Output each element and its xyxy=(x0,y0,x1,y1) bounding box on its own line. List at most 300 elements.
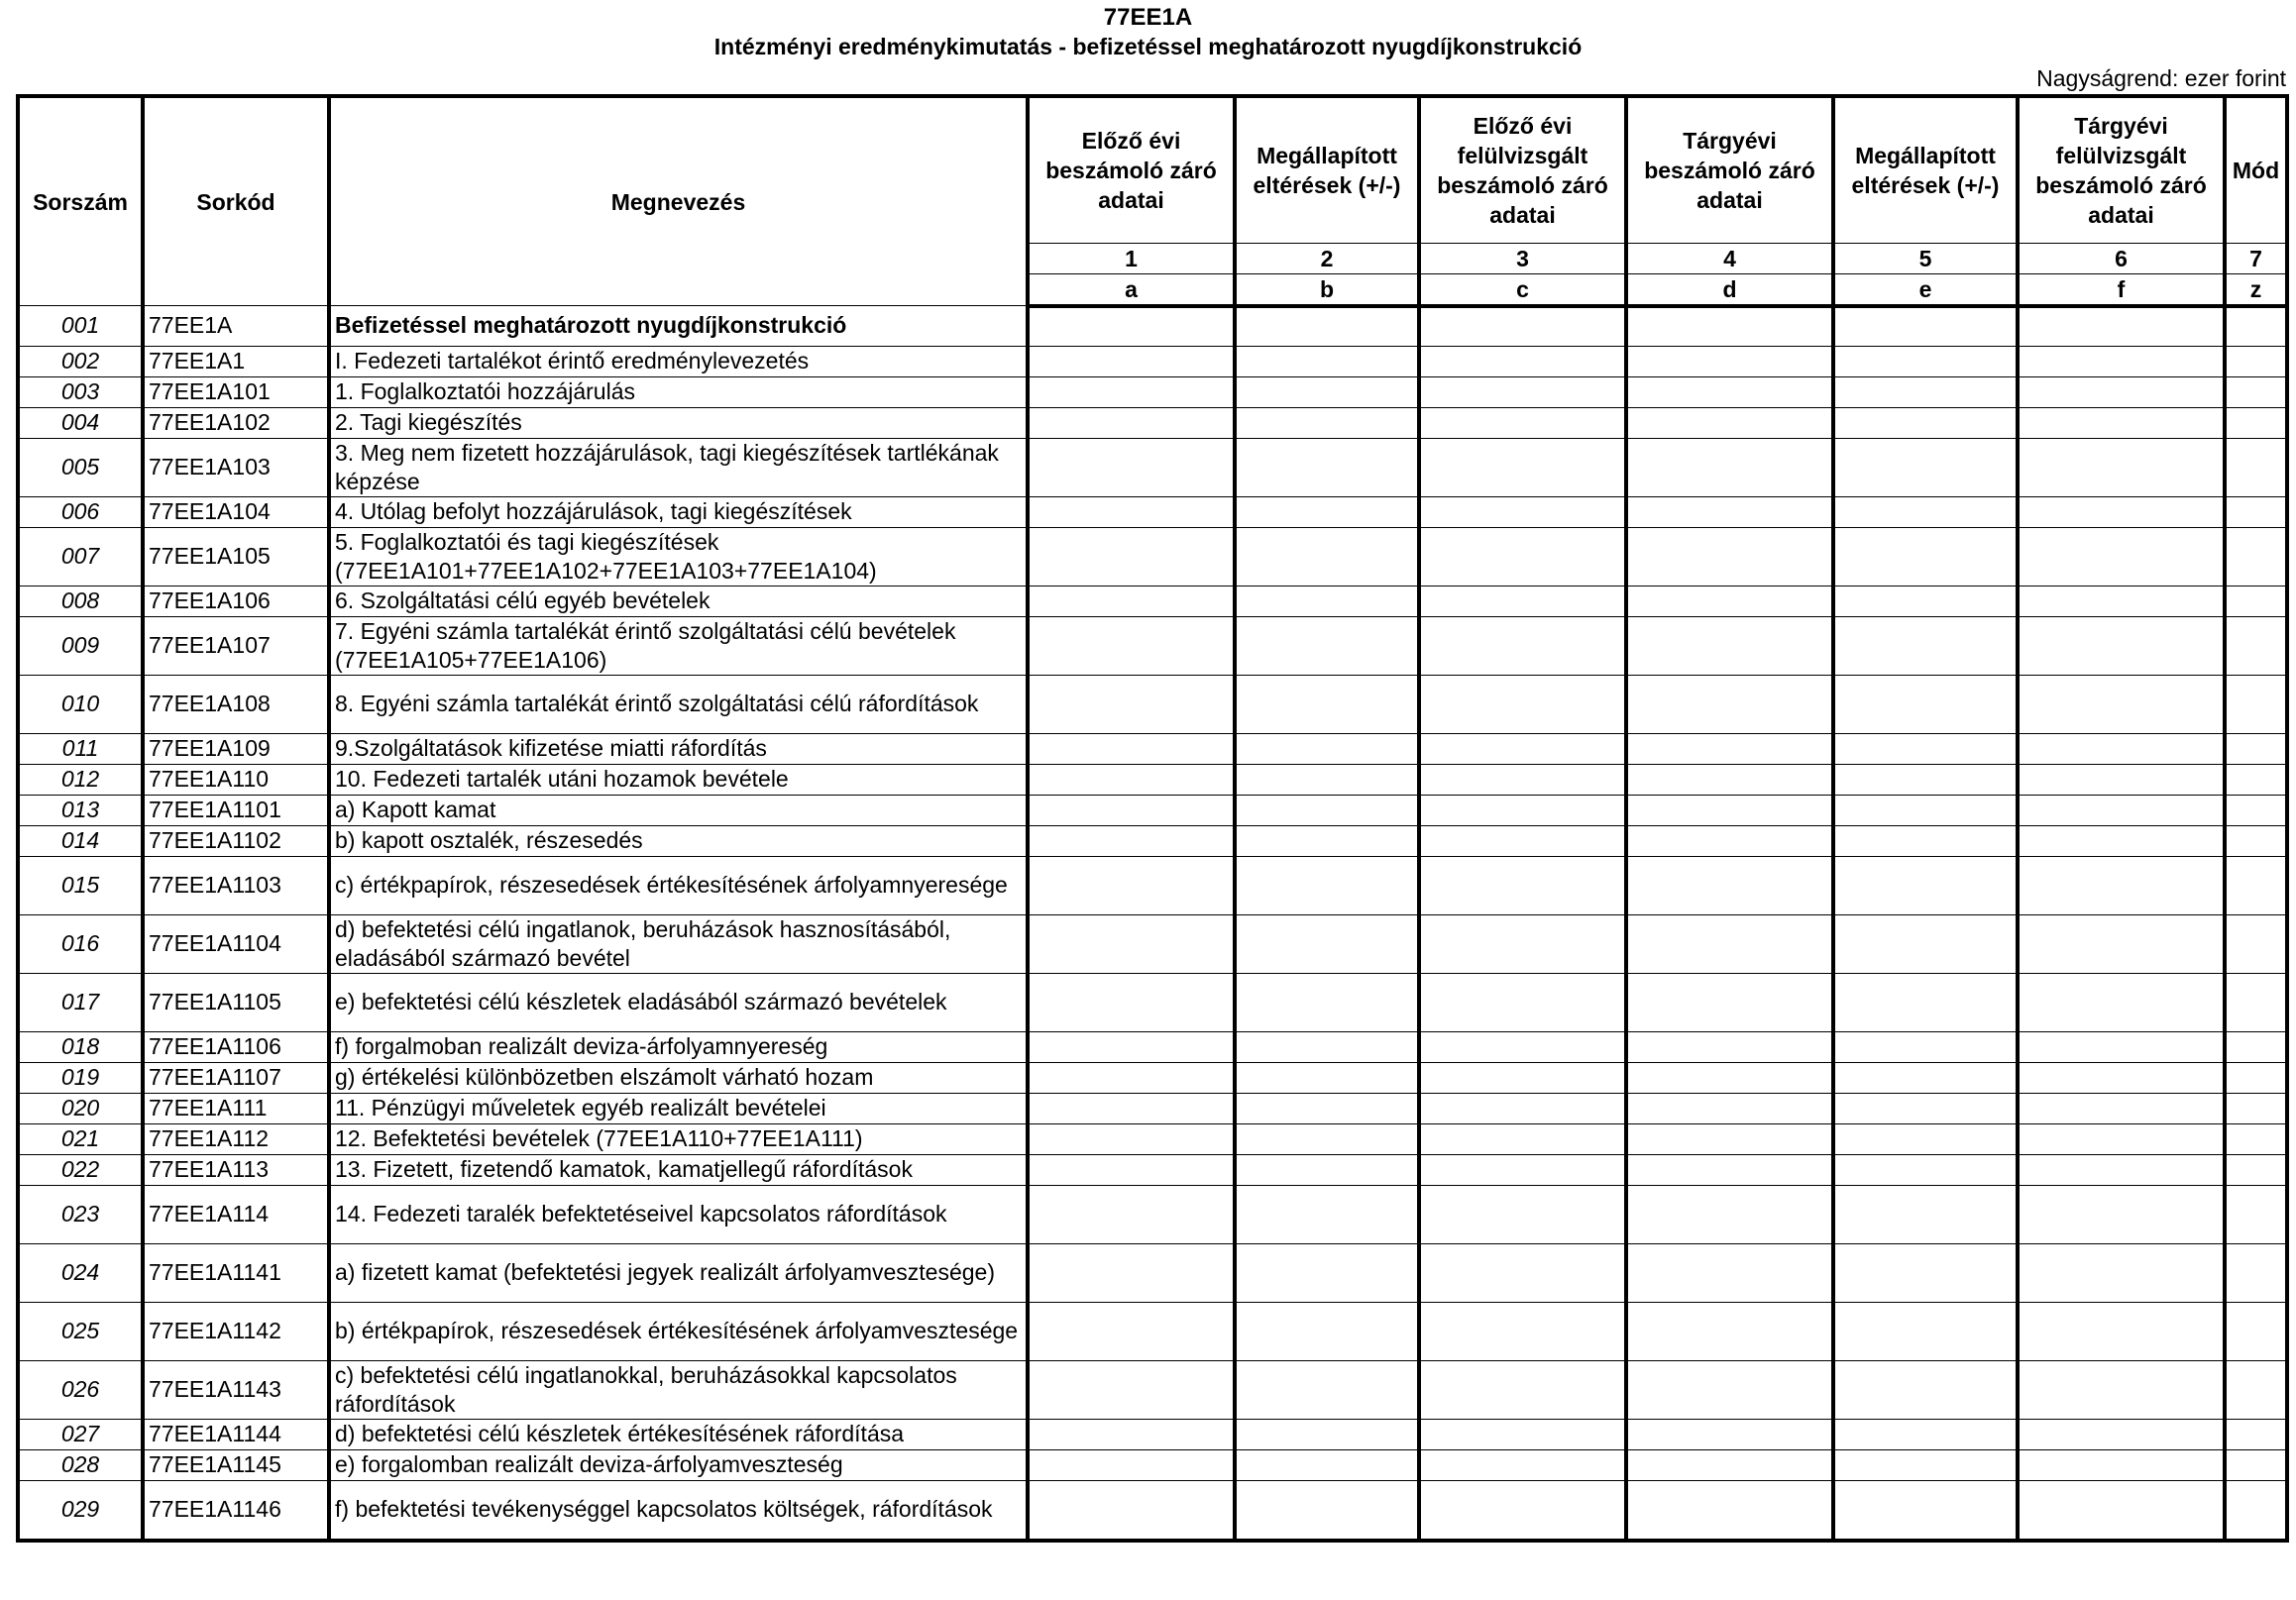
value-cell-col5[interactable] xyxy=(1833,306,2018,347)
value-cell-col1[interactable] xyxy=(1028,376,1235,407)
col2-line1: Megállapított xyxy=(1257,142,1397,168)
table-row xyxy=(18,973,2287,1031)
value-cell-col7[interactable] xyxy=(2225,1123,2287,1154)
value-cell-col7[interactable] xyxy=(2225,675,2287,733)
value-cell-col6[interactable] xyxy=(2018,914,2225,973)
value-cell-col7[interactable] xyxy=(2225,438,2287,496)
table-row xyxy=(18,1243,2287,1302)
value-cell-col5[interactable] xyxy=(1833,733,2018,764)
row-megnevezes: a) Kapott kamat xyxy=(329,795,1028,825)
value-cell-col2[interactable] xyxy=(1235,1154,1419,1185)
value-cell-col3[interactable] xyxy=(1419,856,1626,914)
table-row xyxy=(18,795,2287,825)
value-cell-col3[interactable] xyxy=(1419,733,1626,764)
value-cell-col1[interactable] xyxy=(1028,438,1235,496)
value-cell-col1[interactable] xyxy=(1028,1480,1235,1541)
value-cell-col2[interactable] xyxy=(1235,1185,1419,1243)
value-cell-col5[interactable] xyxy=(1833,1123,2018,1154)
row-sorkod: 77EE1A1106 xyxy=(143,1031,329,1062)
value-cell-col5[interactable] xyxy=(1833,764,2018,795)
value-cell-col2[interactable] xyxy=(1235,1031,1419,1062)
value-cell-col3[interactable] xyxy=(1419,1062,1626,1093)
value-cell-col6[interactable] xyxy=(2018,825,2225,856)
row-sorszam: 002 xyxy=(18,346,143,376)
value-cell-col3[interactable] xyxy=(1419,527,1626,586)
table-row xyxy=(18,438,2287,496)
col4-line2: beszámoló záró xyxy=(1644,157,1815,183)
value-cell-col7[interactable] xyxy=(2225,346,2287,376)
value-cell-col6[interactable] xyxy=(2018,795,2225,825)
col-letter-6: f xyxy=(2018,273,2225,306)
value-cell-col3[interactable] xyxy=(1419,795,1626,825)
value-cell-col4[interactable] xyxy=(1626,586,1833,616)
value-cell-col5[interactable] xyxy=(1833,1360,2018,1419)
row-sorkod: 77EE1A107 xyxy=(143,616,329,675)
value-cell-col1[interactable] xyxy=(1028,616,1235,675)
value-cell-col3[interactable] xyxy=(1419,1154,1626,1185)
col5-line2: eltérések (+/-) xyxy=(1851,171,2000,198)
table-row xyxy=(18,376,2287,407)
value-cell-col6[interactable] xyxy=(2018,856,2225,914)
value-cell-col5[interactable] xyxy=(1833,675,2018,733)
value-cell-col1[interactable] xyxy=(1028,856,1235,914)
value-cell-col2[interactable] xyxy=(1235,527,1419,586)
value-cell-col1[interactable] xyxy=(1028,825,1235,856)
value-cell-col1[interactable] xyxy=(1028,1419,1235,1449)
row-sorkod: 77EE1A1104 xyxy=(143,914,329,973)
value-cell-col4[interactable] xyxy=(1626,1031,1833,1062)
value-cell-col2[interactable] xyxy=(1235,1360,1419,1419)
value-cell-col6[interactable] xyxy=(2018,1093,2225,1123)
value-cell-col7[interactable] xyxy=(2225,1243,2287,1302)
value-cell-col6[interactable] xyxy=(2018,1062,2225,1093)
value-cell-col5[interactable] xyxy=(1833,1031,2018,1062)
value-cell-col5[interactable] xyxy=(1833,496,2018,527)
value-cell-col5[interactable] xyxy=(1833,527,2018,586)
value-cell-col6[interactable] xyxy=(2018,1243,2225,1302)
value-cell-col6[interactable] xyxy=(2018,438,2225,496)
row-sorkod: 77EE1A1103 xyxy=(143,856,329,914)
value-cell-col4[interactable] xyxy=(1626,496,1833,527)
value-cell-col7[interactable] xyxy=(2225,1480,2287,1541)
value-cell-col5[interactable] xyxy=(1833,1185,2018,1243)
value-cell-col7[interactable] xyxy=(2225,764,2287,795)
value-cell-col2[interactable] xyxy=(1235,616,1419,675)
value-cell-col6[interactable] xyxy=(2018,764,2225,795)
value-cell-col3[interactable] xyxy=(1419,1449,1626,1480)
value-cell-col2[interactable] xyxy=(1235,407,1419,438)
value-cell-col6[interactable] xyxy=(2018,675,2225,733)
value-cell-col5[interactable] xyxy=(1833,914,2018,973)
value-cell-col4[interactable] xyxy=(1626,1093,1833,1123)
row-sorszam: 023 xyxy=(18,1185,143,1243)
value-cell-col2[interactable] xyxy=(1235,675,1419,733)
form-title: Intézményi eredménykimutatás - befizetéssel meghatározott nyugdíjkonstrukció xyxy=(713,34,1583,59)
value-cell-col7[interactable] xyxy=(2225,586,2287,616)
value-cell-col7[interactable] xyxy=(2225,973,2287,1031)
row-sorkod: 77EE1A113 xyxy=(143,1154,329,1185)
col1-line1: Előző évi xyxy=(1081,127,1181,154)
col2-line2: eltérések (+/-) xyxy=(1253,171,1401,198)
value-cell-col7[interactable] xyxy=(2225,1419,2287,1449)
value-cell-col6[interactable] xyxy=(2018,1031,2225,1062)
value-cell-col3[interactable] xyxy=(1419,438,1626,496)
value-cell-col7[interactable] xyxy=(2225,1360,2287,1419)
col-number-4: 4 xyxy=(1626,243,1833,273)
value-cell-col4[interactable] xyxy=(1626,973,1833,1031)
value-cell-col3[interactable] xyxy=(1419,616,1626,675)
row-sorkod: 77EE1A1145 xyxy=(143,1449,329,1480)
value-cell-col1[interactable] xyxy=(1028,1031,1235,1062)
value-cell-col5[interactable] xyxy=(1833,586,2018,616)
value-cell-col3[interactable] xyxy=(1419,407,1626,438)
row-megnevezes: f) forgalmoban realizált deviza-árfolyamnyereség xyxy=(329,1031,1028,1062)
value-cell-col4[interactable] xyxy=(1626,1123,1833,1154)
col-letter-4: d xyxy=(1626,273,1833,306)
value-cell-col4[interactable] xyxy=(1626,527,1833,586)
value-cell-col4[interactable] xyxy=(1626,306,1833,347)
value-cell-col7[interactable] xyxy=(2225,306,2287,347)
table-row xyxy=(18,346,2287,376)
value-cell-col5[interactable] xyxy=(1833,438,2018,496)
value-cell-col5[interactable] xyxy=(1833,346,2018,376)
value-cell-col3[interactable] xyxy=(1419,586,1626,616)
value-cell-col6[interactable] xyxy=(2018,1185,2225,1243)
value-cell-col4[interactable] xyxy=(1626,1419,1833,1449)
col3-line2: felülvizsgált xyxy=(1457,142,1588,168)
value-cell-col7[interactable] xyxy=(2225,1093,2287,1123)
value-cell-col5[interactable] xyxy=(1833,1480,2018,1541)
row-sorszam: 010 xyxy=(18,675,143,733)
value-cell-col3[interactable] xyxy=(1419,1123,1626,1154)
value-cell-col2[interactable] xyxy=(1235,346,1419,376)
value-cell-col2[interactable] xyxy=(1235,1419,1419,1449)
row-sorkod: 77EE1A114 xyxy=(143,1185,329,1243)
value-cell-col4[interactable] xyxy=(1626,1185,1833,1243)
value-cell-col7[interactable] xyxy=(2225,1154,2287,1185)
value-cell-col2[interactable] xyxy=(1235,306,1419,347)
value-cell-col1[interactable] xyxy=(1028,346,1235,376)
value-cell-col4[interactable] xyxy=(1626,795,1833,825)
col-header-3 xyxy=(1419,96,1626,243)
row-sorszam: 001 xyxy=(18,306,143,347)
value-cell-col1[interactable] xyxy=(1028,306,1235,347)
value-cell-col1[interactable] xyxy=(1028,586,1235,616)
value-cell-col4[interactable] xyxy=(1626,376,1833,407)
col-header-5 xyxy=(1833,96,2018,243)
col-letter-3: c xyxy=(1419,273,1626,306)
value-cell-col1[interactable] xyxy=(1028,795,1235,825)
col-header-sorkod: Sorkód xyxy=(143,96,329,306)
col6-line4: adatai xyxy=(2088,201,2154,228)
row-megnevezes: 1. Foglalkoztatói hozzájárulás xyxy=(329,376,1028,407)
value-cell-col1[interactable] xyxy=(1028,1123,1235,1154)
value-cell-col2[interactable] xyxy=(1235,1123,1419,1154)
value-cell-col7[interactable] xyxy=(2225,1062,2287,1093)
value-cell-col4[interactable] xyxy=(1626,1360,1833,1419)
value-cell-col6[interactable] xyxy=(2018,1480,2225,1541)
value-cell-col5[interactable] xyxy=(1833,973,2018,1031)
value-cell-col5[interactable] xyxy=(1833,1154,2018,1185)
value-cell-col1[interactable] xyxy=(1028,1093,1235,1123)
value-cell-col7[interactable] xyxy=(2225,496,2287,527)
value-cell-col1[interactable] xyxy=(1028,527,1235,586)
col-number-6: 6 xyxy=(2018,243,2225,273)
row-sorkod: 77EE1A101 xyxy=(143,376,329,407)
table-row xyxy=(18,306,2287,347)
value-cell-col3[interactable] xyxy=(1419,825,1626,856)
table-row xyxy=(18,1302,2287,1360)
value-cell-col3[interactable] xyxy=(1419,1302,1626,1360)
value-cell-col2[interactable] xyxy=(1235,856,1419,914)
value-cell-col4[interactable] xyxy=(1626,675,1833,733)
value-cell-col7[interactable] xyxy=(2225,1031,2287,1062)
row-megnevezes: Befizetéssel meghatározott nyugdíjkonstrukció xyxy=(329,306,1028,347)
table-row xyxy=(18,764,2287,795)
value-cell-col2[interactable] xyxy=(1235,438,1419,496)
value-cell-col7[interactable] xyxy=(2225,856,2287,914)
value-cell-col6[interactable] xyxy=(2018,1449,2225,1480)
value-cell-col3[interactable] xyxy=(1419,764,1626,795)
value-cell-col6[interactable] xyxy=(2018,1123,2225,1154)
value-cell-col4[interactable] xyxy=(1626,407,1833,438)
row-megnevezes: 13. Fizetett, fizetendő kamatok, kamatjellegű ráfordítások xyxy=(329,1154,1028,1185)
col3-line1: Előző évi xyxy=(1473,112,1573,139)
value-cell-col7[interactable] xyxy=(2225,527,2287,586)
value-cell-col3[interactable] xyxy=(1419,1419,1626,1449)
value-cell-col6[interactable] xyxy=(2018,1302,2225,1360)
value-cell-col7[interactable] xyxy=(2225,407,2287,438)
value-cell-col2[interactable] xyxy=(1235,1093,1419,1123)
value-cell-col6[interactable] xyxy=(2018,496,2225,527)
value-cell-col2[interactable] xyxy=(1235,733,1419,764)
col-letter-5: e xyxy=(1833,273,2018,306)
value-cell-col4[interactable] xyxy=(1626,733,1833,764)
row-megnevezes: 6. Szolgáltatási célú egyéb bevételek xyxy=(329,586,1028,616)
value-cell-col2[interactable] xyxy=(1235,1243,1419,1302)
value-cell-col5[interactable] xyxy=(1833,1243,2018,1302)
table-row xyxy=(18,1360,2287,1419)
col-header-megnevezes: Megnevezés xyxy=(329,96,1028,306)
value-cell-col6[interactable] xyxy=(2018,973,2225,1031)
col-header-7 xyxy=(2225,96,2287,243)
value-cell-col2[interactable] xyxy=(1235,496,1419,527)
value-cell-col6[interactable] xyxy=(2018,1419,2225,1449)
value-cell-col3[interactable] xyxy=(1419,1480,1626,1541)
row-sorszam: 004 xyxy=(18,407,143,438)
row-sorkod: 77EE1A1143 xyxy=(143,1360,329,1419)
value-cell-col1[interactable] xyxy=(1028,1154,1235,1185)
value-cell-col2[interactable] xyxy=(1235,586,1419,616)
value-cell-col7[interactable] xyxy=(2225,616,2287,675)
value-cell-col3[interactable] xyxy=(1419,1093,1626,1123)
report-body xyxy=(18,306,2287,1541)
value-cell-col3[interactable] xyxy=(1419,1360,1626,1419)
value-cell-col6[interactable] xyxy=(2018,1154,2225,1185)
row-sorkod: 77EE1A106 xyxy=(143,586,329,616)
value-cell-col7[interactable] xyxy=(2225,825,2287,856)
value-cell-col4[interactable] xyxy=(1626,914,1833,973)
value-cell-col3[interactable] xyxy=(1419,376,1626,407)
value-cell-col4[interactable] xyxy=(1626,1062,1833,1093)
value-cell-col1[interactable] xyxy=(1028,764,1235,795)
value-cell-col5[interactable] xyxy=(1833,856,2018,914)
value-cell-col3[interactable] xyxy=(1419,914,1626,973)
value-cell-col1[interactable] xyxy=(1028,1185,1235,1243)
report-table xyxy=(16,94,2289,1543)
row-sorszam: 003 xyxy=(18,376,143,407)
value-cell-col5[interactable] xyxy=(1833,407,2018,438)
table-row xyxy=(18,616,2287,675)
value-cell-col7[interactable] xyxy=(2225,1185,2287,1243)
row-sorkod: 77EE1A104 xyxy=(143,496,329,527)
value-cell-col4[interactable] xyxy=(1626,1154,1833,1185)
row-sorszam: 025 xyxy=(18,1302,143,1360)
value-cell-col4[interactable] xyxy=(1626,1449,1833,1480)
row-sorszam: 011 xyxy=(18,733,143,764)
row-megnevezes: 10. Fedezeti tartalék utáni hozamok bevétele xyxy=(329,764,1028,795)
value-cell-col4[interactable] xyxy=(1626,764,1833,795)
value-cell-col2[interactable] xyxy=(1235,1480,1419,1541)
value-cell-col1[interactable] xyxy=(1028,675,1235,733)
value-cell-col1[interactable] xyxy=(1028,733,1235,764)
row-megnevezes: b) értékpapírok, részesedések értékesítésének árfolyamvesztesége xyxy=(329,1302,1028,1360)
col-letter-7: z xyxy=(2225,273,2287,306)
value-cell-col6[interactable] xyxy=(2018,1360,2225,1419)
value-cell-col7[interactable] xyxy=(2225,795,2287,825)
col6-line1: Tárgyévi xyxy=(2074,112,2168,139)
value-cell-col2[interactable] xyxy=(1235,973,1419,1031)
col4-line1: Tárgyévi xyxy=(1683,127,1777,154)
row-megnevezes: a) fizetett kamat (befektetési jegyek realizált árfolyamvesztesége) xyxy=(329,1243,1028,1302)
row-sorkod: 77EE1A1101 xyxy=(143,795,329,825)
value-cell-col3[interactable] xyxy=(1419,973,1626,1031)
value-cell-col2[interactable] xyxy=(1235,795,1419,825)
value-cell-col7[interactable] xyxy=(2225,1449,2287,1480)
value-cell-col1[interactable] xyxy=(1028,1449,1235,1480)
value-cell-col1[interactable] xyxy=(1028,1302,1235,1360)
value-cell-col4[interactable] xyxy=(1626,1243,1833,1302)
value-cell-col3[interactable] xyxy=(1419,346,1626,376)
value-cell-col5[interactable] xyxy=(1833,1302,2018,1360)
value-cell-col5[interactable] xyxy=(1833,1449,2018,1480)
col-letter-1: a xyxy=(1028,273,1235,306)
table-row xyxy=(18,496,2287,527)
row-sorszam: 015 xyxy=(18,856,143,914)
value-cell-col6[interactable] xyxy=(2018,306,2225,347)
value-cell-col3[interactable] xyxy=(1419,306,1626,347)
row-megnevezes: d) befektetési célú készletek értékesítésének ráfordítása xyxy=(329,1419,1028,1449)
row-megnevezes: e) befektetési célú készletek eladásából származó bevételek xyxy=(329,973,1028,1031)
row-megnevezes: 5. Foglalkoztatói és tagi kiegészítések (77EE1A101+77EE1A102+77EE1A103+77EE1A104) xyxy=(329,527,1028,586)
row-sorszam: 019 xyxy=(18,1062,143,1093)
value-cell-col4[interactable] xyxy=(1626,825,1833,856)
value-cell-col3[interactable] xyxy=(1419,1243,1626,1302)
value-cell-col7[interactable] xyxy=(2225,1302,2287,1360)
value-cell-col4[interactable] xyxy=(1626,616,1833,675)
value-cell-col7[interactable] xyxy=(2225,376,2287,407)
row-megnevezes: I. Fedezeti tartalékot érintő eredménylevezetés xyxy=(329,346,1028,376)
row-sorkod: 77EE1A1141 xyxy=(143,1243,329,1302)
value-cell-col1[interactable] xyxy=(1028,1243,1235,1302)
table-row xyxy=(18,733,2287,764)
value-cell-col5[interactable] xyxy=(1833,1062,2018,1093)
value-cell-col6[interactable] xyxy=(2018,376,2225,407)
table-row xyxy=(18,914,2287,973)
row-sorszam: 014 xyxy=(18,825,143,856)
value-cell-col2[interactable] xyxy=(1235,1449,1419,1480)
value-cell-col5[interactable] xyxy=(1833,616,2018,675)
value-cell-col2[interactable] xyxy=(1235,914,1419,973)
value-cell-col4[interactable] xyxy=(1626,346,1833,376)
value-cell-col3[interactable] xyxy=(1419,496,1626,527)
value-cell-col2[interactable] xyxy=(1235,376,1419,407)
row-megnevezes: f) befektetési tevékenységgel kapcsolatos költségek, ráfordítások xyxy=(329,1480,1028,1541)
row-megnevezes: c) értékpapírok, részesedések értékesítésének árfolyamnyeresége xyxy=(329,856,1028,914)
value-cell-col2[interactable] xyxy=(1235,1062,1419,1093)
value-cell-col5[interactable] xyxy=(1833,1419,2018,1449)
col5-line1: Megállapított xyxy=(1855,142,1996,168)
value-cell-col1[interactable] xyxy=(1028,1360,1235,1419)
row-sorkod: 77EE1A108 xyxy=(143,675,329,733)
value-cell-col1[interactable] xyxy=(1028,496,1235,527)
value-cell-col3[interactable] xyxy=(1419,1185,1626,1243)
table-row xyxy=(18,1062,2287,1093)
row-sorszam: 027 xyxy=(18,1419,143,1449)
value-cell-col2[interactable] xyxy=(1235,1302,1419,1360)
table-row xyxy=(18,1031,2287,1062)
value-cell-col3[interactable] xyxy=(1419,1031,1626,1062)
value-cell-col4[interactable] xyxy=(1626,1302,1833,1360)
col-header-2 xyxy=(1235,96,1419,243)
value-cell-col7[interactable] xyxy=(2225,914,2287,973)
value-cell-col6[interactable] xyxy=(2018,527,2225,586)
value-cell-col3[interactable] xyxy=(1419,675,1626,733)
value-cell-col2[interactable] xyxy=(1235,764,1419,795)
value-cell-col5[interactable] xyxy=(1833,795,2018,825)
col3-line4: adatai xyxy=(1489,201,1556,228)
value-cell-col4[interactable] xyxy=(1626,438,1833,496)
value-cell-col4[interactable] xyxy=(1626,1480,1833,1541)
value-cell-col5[interactable] xyxy=(1833,376,2018,407)
value-cell-col5[interactable] xyxy=(1833,825,2018,856)
value-cell-col1[interactable] xyxy=(1028,1062,1235,1093)
row-megnevezes: e) forgalomban realizált deviza-árfolyamveszteség xyxy=(329,1449,1028,1480)
value-cell-col6[interactable] xyxy=(2018,586,2225,616)
row-megnevezes: c) befektetési célú ingatlanokkal, beruházásokkal kapcsolatos ráfordítások xyxy=(329,1360,1028,1419)
col-number-1: 1 xyxy=(1028,243,1235,273)
value-cell-col6[interactable] xyxy=(2018,346,2225,376)
value-cell-col1[interactable] xyxy=(1028,914,1235,973)
table-row xyxy=(18,675,2287,733)
table-row xyxy=(18,1093,2287,1123)
table-row xyxy=(18,1123,2287,1154)
value-cell-col5[interactable] xyxy=(1833,1093,2018,1123)
value-cell-col4[interactable] xyxy=(1626,856,1833,914)
value-cell-col1[interactable] xyxy=(1028,407,1235,438)
value-cell-col7[interactable] xyxy=(2225,733,2287,764)
value-cell-col6[interactable] xyxy=(2018,407,2225,438)
value-cell-col2[interactable] xyxy=(1235,825,1419,856)
row-megnevezes: b) kapott osztalék, részesedés xyxy=(329,825,1028,856)
value-cell-col1[interactable] xyxy=(1028,973,1235,1031)
value-cell-col6[interactable] xyxy=(2018,616,2225,675)
value-cell-col6[interactable] xyxy=(2018,733,2225,764)
table-row xyxy=(18,586,2287,616)
col-number-7: 7 xyxy=(2225,243,2287,273)
row-sorkod: 77EE1A110 xyxy=(143,764,329,795)
col1-line3: adatai xyxy=(1098,186,1164,213)
